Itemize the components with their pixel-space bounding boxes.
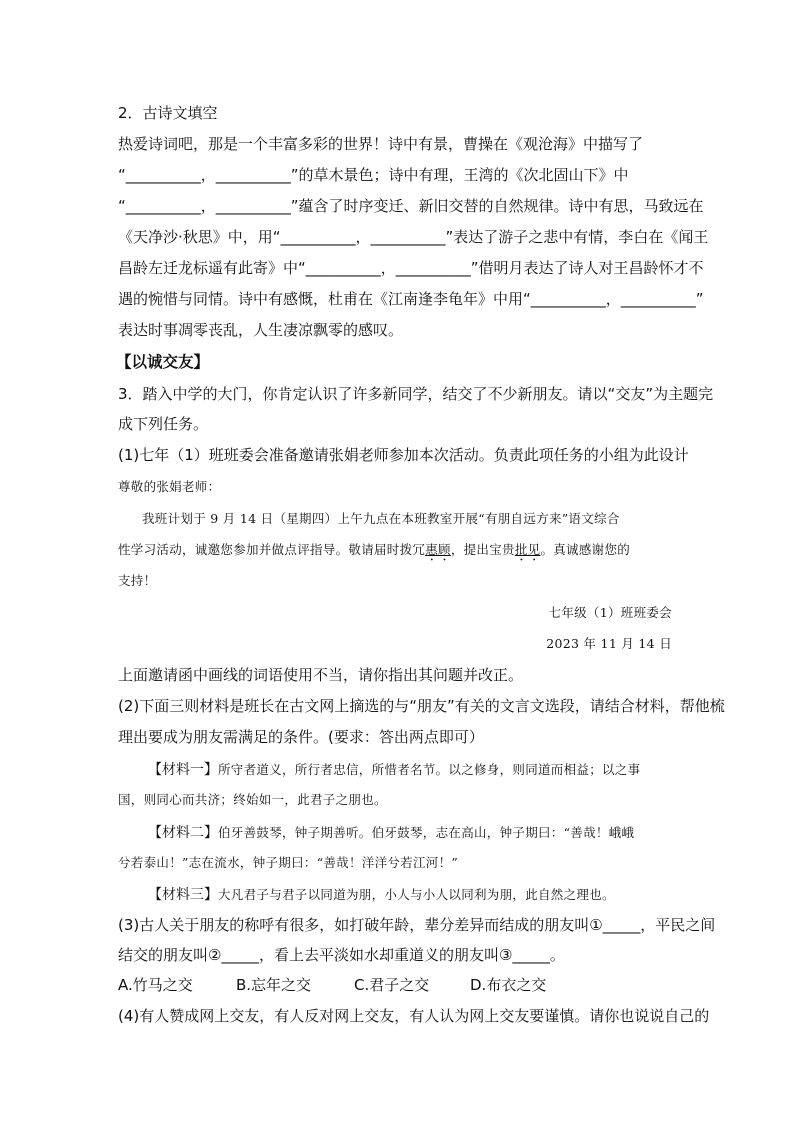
option-a: A.竹马之交 [118, 976, 193, 994]
option-b: B.忘年之交 [236, 976, 312, 994]
q2-line-3: “__________，__________”蕴含了时序变迁、新旧交替的自然规律。诗中有思，马致远在 [118, 197, 704, 215]
material-3-label: 【材料三】 [148, 887, 218, 903]
material-2-line-1 [148, 822, 634, 843]
q3-part3-line-1: (3)古人关于朋友的称呼有很多，如打破年龄，辈分差异而结成的朋友叫①_____，平民之间 [118, 916, 716, 934]
q3-part3-line-2: 结交的朋友叫②_____，看上去平淡如水却重道义的朋友叫③_____。 [118, 946, 565, 964]
letter-body-line-2 [118, 540, 630, 564]
material-3-line-1 [148, 884, 615, 905]
q3-intro-line-1: 3．踏入中学的大门，你肯定认识了许多新同学，结交了不少新朋友。请以“交友”为主题完 [118, 385, 714, 403]
underlined-word-2: 批见 [514, 542, 541, 557]
material-2-label: 【材料二】 [148, 825, 218, 841]
material-1-label: 【材料一】 [148, 762, 218, 778]
letter-body-text: 。真诚感谢您的 [540, 542, 631, 557]
material-2-text: 伯牙善鼓琴，钟子期善听。伯牙鼓琴，志在高山，钟子期曰：“善哉！峨峨 [218, 825, 635, 840]
q2-line-5: 昌龄左迁龙标遥有此寄》中“__________，__________”借明月表达了诗人对王昌龄怀才不 [118, 259, 704, 277]
q3-part2-line-1: (2)下面三则材料是班长在古文网上摘选的与“朋友”有关的文言文选段，请结合材料，帮他梳 [118, 697, 725, 715]
material-1-line-2: 国，则同心而共济；终始如一，此君子之朋也。 [118, 792, 387, 807]
letter-date: 2023 年 11 月 14 日 [546, 636, 672, 651]
material-2-line-2: 兮若泰山！”志在流水，钟子期曰：“善哉！洋洋兮若江河！” [118, 855, 459, 870]
q3-part4-line-1: (4)有人赞成网上交友，有人反对网上交友，有人认为网上交友要谨慎。请你也说说自己的 [118, 1007, 710, 1025]
letter-salutation: 尊敬的张娟老师： [118, 479, 221, 494]
option-d: D.布衣之交 [470, 976, 547, 994]
letter-body-line-3: 支持！ [118, 573, 157, 588]
letter-body-text: ，提出宝贵 [450, 542, 515, 557]
letter-body-line-1: 我班计划于 9 月 14 日（星期四）上午九点在本班教室开展“有朋自远方来”语文综合 [142, 511, 620, 526]
underlined-word-1: 惠顾 [425, 542, 451, 557]
q3-part1: (1)七年（1）班班委会准备邀请张娟老师参加本次活动。负责此项任务的小组为此设计 [118, 446, 689, 464]
q3-part2-line-2: 理出要成为朋友需满足的条件。(要求：答出两点即可） [118, 728, 484, 746]
q2-line-2: “__________，__________”的草木景色；诗中有理，王湾的《次北固山下》中 [118, 166, 629, 184]
q2-line-6: 遇的惋惜与同情。诗中有感慨，杜甫在《江南逢李龟年》中用“__________，__________” [118, 290, 704, 308]
material-1-text: 所守者道义，所行者忠信，所惜者名节。以之修身，则同道而相益；以之事 [218, 762, 641, 777]
q2-line-1: 热爱诗词吧，那是一个丰富多彩的世界！诗中有景，曹操在《观沧海》中描写了 [118, 135, 644, 153]
option-c: C.君子之交 [354, 976, 430, 994]
material-1-line-1 [148, 759, 640, 780]
q2-title: 2．古诗文填空 [118, 104, 218, 122]
q3-part1-question: 上面邀请函中画线的词语使用不当，请你指出其问题并改正。 [118, 666, 524, 684]
letter-signature: 七年级（1）班班委会 [548, 605, 672, 620]
material-3-text: 大凡君子与君子以同道为朋，小人与小人以同利为朋，此自然之理也。 [218, 887, 615, 902]
letter-body-text: 性学习活动，诚邀您参加并做点评指导。敬请届时拨冗 [118, 542, 426, 557]
section-heading: 【以诚交友】 [116, 353, 210, 371]
q2-line-4: 《天净沙·秋思》中，用“__________，__________”表达了游子之悲中有情，李白在《闻王 [118, 228, 709, 246]
q3-intro-line-2: 成下列任务。 [118, 415, 209, 433]
q2-line-7: 表达时事凋零丧乱，人生凄凉飘零的感叹。 [118, 321, 404, 339]
